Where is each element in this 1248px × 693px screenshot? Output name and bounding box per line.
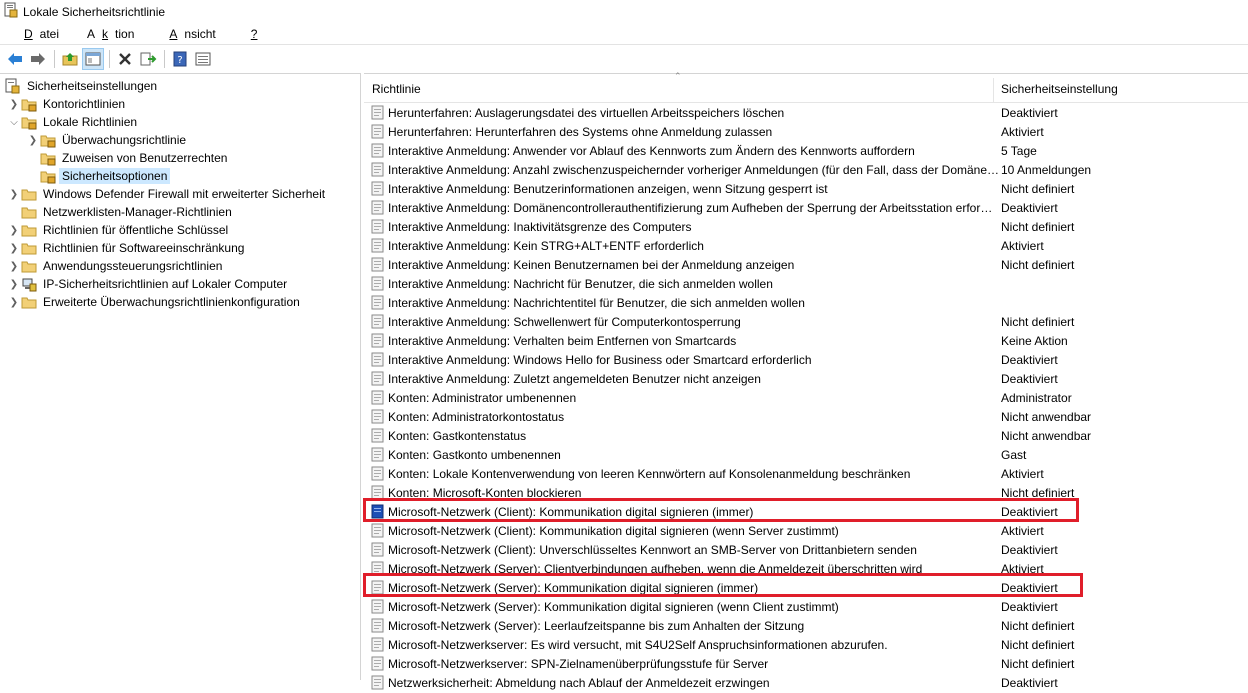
security-setting-cell: Aktiviert [1001, 125, 1044, 139]
security-setting-cell: Nicht definiert [1001, 182, 1075, 196]
table-row[interactable] [364, 217, 1248, 236]
policy-name-cell: Microsoft-Netzwerk (Server): Kommunikation digital signieren (wenn Client zustimmt) [388, 600, 839, 614]
table-row[interactable] [364, 274, 1248, 293]
folder-lock-icon [39, 167, 57, 185]
list-header [364, 71, 1248, 103]
policy-name-cell: Herunterfahren: Herunterfahren des Systems ohne Anmeldung zulassen [388, 125, 773, 139]
policy-name-cell: Microsoft-Netzwerk (Client): Unverschlüsseltes Kennwort an SMB-Server von Drittanbietern senden [388, 543, 917, 557]
policy-name-cell: Interaktive Anmeldung: Schwellenwert für Computerkontosperrung [388, 315, 741, 329]
policy-name-cell: Interaktive Anmeldung: Windows Hello for Business oder Smartcard erforderlich [388, 353, 812, 367]
policy-name-cell: Microsoft-Netzwerk (Client): Kommunikation digital signieren (immer) [388, 505, 754, 519]
policy-icon [371, 599, 385, 614]
security-setting-cell: Gast [1001, 448, 1027, 462]
chevron-right-icon[interactable]: ❯ [28, 134, 38, 146]
security-setting-cell: Deaktiviert [1001, 600, 1058, 614]
chevron-right-icon[interactable]: ❯ [9, 242, 19, 254]
policy-name-cell: Microsoft-Netzwerkserver: Es wird versucht, mit S4U2Self Anspruchsinformationen abzurufen. [388, 638, 888, 652]
policy-icon [371, 428, 385, 443]
security-setting-cell: Administrator [1001, 391, 1072, 405]
tree-item-zuweisen-benutzerrechte[interactable]: Zuweisen von Benutzerrechten [39, 149, 230, 167]
ipsec-policy-icon [20, 275, 38, 293]
security-settings-icon [4, 77, 22, 95]
policy-name-cell: Microsoft-Netzwerk (Client): Kommunikation digital signieren (wenn Server zustimmt) [388, 524, 839, 538]
chevron-right-icon[interactable]: ❯ [9, 188, 19, 200]
export-list-icon [140, 52, 156, 66]
table-row[interactable] [364, 597, 1248, 616]
security-setting-cell: Deaktiviert [1001, 372, 1058, 386]
menu-aktion[interactable]: A k tion [87, 26, 135, 41]
policy-name-cell: Microsoft-Netzwerk (Server): Clientverbindungen aufheben, wenn die Anmeldezeit überschritten wird [388, 562, 923, 576]
policy-name-cell: Konten: Gastkonto umbenennen [388, 448, 561, 462]
policy-name-cell: Konten: Gastkontenstatus [388, 429, 527, 443]
tree-item-erweiterte-ueberwachung[interactable]: ❯ Erweiterte Überwachungsrichtlinienkonfiguration [9, 295, 300, 309]
table-row[interactable] [364, 616, 1248, 635]
folder-lock-icon [39, 149, 57, 167]
menu-help[interactable]: ? [250, 26, 258, 41]
security-setting-cell: Deaktiviert [1001, 505, 1058, 519]
table-row[interactable] [364, 350, 1248, 369]
policy-icon [371, 618, 385, 633]
policy-name-cell: Interaktive Anmeldung: Benutzerinformationen anzeigen, wenn Sitzung gesperrt ist [388, 182, 828, 196]
policy-name-cell: Konten: Lokale Kontenverwendung von leeren Kennwörtern auf Konsolenanmeldung beschränken [388, 467, 911, 481]
policy-name-cell: Microsoft-Netzwerk (Server): Kommunikation digital signieren (immer) [388, 581, 759, 595]
menu-bar [0, 23, 1248, 44]
table-row[interactable] [364, 255, 1248, 274]
toolbar-separator [54, 50, 55, 68]
policy-name-cell: Netzwerksicherheit: Abmeldung nach Ablauf der Anmeldezeit erzwingen [388, 676, 770, 690]
highlight-box-server-signing [363, 573, 1083, 597]
tree-item-netzwerklisten[interactable]: Netzwerklisten-Manager-Richtlinien [8, 203, 235, 221]
policy-name-cell: Konten: Microsoft-Konten blockieren [388, 486, 582, 500]
security-setting-cell: Nicht definiert [1001, 220, 1075, 234]
table-row[interactable] [364, 369, 1248, 388]
table-row[interactable] [364, 388, 1248, 407]
navigation-tree [0, 73, 361, 680]
tree-item-windows-firewall[interactable]: ❯ Windows Defender Firewall mit erweiterter Sicherheit [9, 187, 326, 201]
security-setting-cell: Aktiviert [1001, 239, 1044, 253]
policy-icon [371, 181, 385, 196]
table-row[interactable] [364, 312, 1248, 331]
table-row[interactable] [364, 331, 1248, 350]
policy-name-cell: Konten: Administrator umbenennen [388, 391, 577, 405]
security-setting-cell: Aktiviert [1001, 467, 1044, 481]
svg-text:?: ? [177, 54, 183, 66]
table-row[interactable] [364, 464, 1248, 483]
security-setting-cell: Deaktiviert [1001, 106, 1058, 120]
tree-item-kontorichtlinien[interactable]: ❯ Kontorichtlinien [9, 97, 126, 111]
security-setting-cell: Deaktiviert [1001, 543, 1058, 557]
table-row[interactable] [364, 540, 1248, 559]
table-row[interactable] [364, 160, 1248, 179]
policy-icon [371, 637, 385, 652]
menu-datei[interactable]: D atei [24, 26, 60, 41]
chevron-right-icon[interactable]: ❯ [9, 260, 19, 272]
chevron-right-icon[interactable]: ❯ [9, 98, 19, 110]
security-setting-cell: Nicht definiert [1001, 638, 1075, 652]
properties-icon [195, 52, 211, 66]
delete-button[interactable] [114, 48, 136, 70]
folder-icon [20, 239, 38, 257]
toolbar-separator [109, 50, 110, 68]
app-icon [4, 2, 18, 21]
security-setting-cell: Deaktiviert [1001, 581, 1058, 595]
policy-icon [371, 447, 385, 462]
table-row[interactable] [364, 236, 1248, 255]
menu-ansicht[interactable]: A nsicht [169, 26, 216, 41]
security-setting-cell: Deaktiviert [1001, 201, 1058, 215]
table-row[interactable] [364, 635, 1248, 654]
policy-name-cell: Interaktive Anmeldung: Inaktivitätsgrenze des Computers [388, 220, 692, 234]
tree-item-lokale-richtlinien[interactable]: ⌵ Lokale Richtlinien [8, 113, 140, 131]
help-button[interactable] [169, 48, 191, 70]
folder-icon [20, 257, 38, 275]
folder-lock-icon [20, 113, 38, 131]
table-row[interactable] [364, 179, 1248, 198]
security-setting-cell: 10 Anmeldungen [1001, 163, 1092, 177]
table-row[interactable] [364, 521, 1248, 540]
folder-icon [20, 185, 38, 203]
toolbar [0, 44, 1248, 72]
policy-name-cell: Interaktive Anmeldung: Verhalten beim Entfernen von Smartcards [388, 334, 737, 348]
policy-icon [371, 219, 385, 234]
sort-ascending-icon: ⌃ [674, 71, 682, 81]
security-setting-cell: Nicht definiert [1001, 619, 1075, 633]
policy-name-cell: Konten: Administratorkontostatus [388, 410, 565, 424]
tree-item-softwareeinschraenkung[interactable]: ❯ Richtlinien für Softwareeinschränkung [9, 241, 245, 255]
toolbar-separator [164, 50, 165, 68]
security-setting-cell: Nicht definiert [1001, 258, 1075, 272]
policy-name-cell: Interaktive Anmeldung: Nachricht für Benutzer, die sich anmelden wollen [388, 277, 773, 291]
policy-icon [371, 675, 385, 690]
policy-icon [371, 238, 385, 253]
chevron-right-icon[interactable]: ❯ [9, 296, 19, 308]
policy-icon [371, 390, 385, 405]
delete-icon [118, 52, 132, 66]
policy-name-cell: Interaktive Anmeldung: Domänencontrollerauthentifizierung zum Aufheben der Sperrung der Arbeitsstation erfor… [388, 201, 993, 215]
security-setting-cell: Nicht definiert [1001, 315, 1075, 329]
chevron-right-icon[interactable]: ❯ [9, 278, 19, 290]
title-bar [0, 0, 1248, 23]
table-row[interactable] [364, 654, 1248, 673]
policy-name-cell: Interaktive Anmeldung: Anzahl zwischenzuspeichernder vorheriger Anmeldungen (für den Fall, dass der Domäne… [388, 163, 1000, 177]
policy-icon [371, 105, 385, 120]
security-setting-cell: Nicht definiert [1001, 486, 1075, 500]
policy-icon [371, 352, 385, 367]
security-setting-cell: Nicht anwendbar [1001, 429, 1092, 443]
chevron-right-icon[interactable]: ❯ [9, 224, 19, 236]
security-setting-cell: 5 Tage [1001, 144, 1037, 158]
tree-item-oeffentliche-schluessel[interactable]: ❯ Richtlinien für öffentliche Schlüssel [9, 223, 229, 237]
policy-name-cell: Interaktive Anmeldung: Nachrichtentitel für Benutzer, die sich anmelden wollen [388, 296, 805, 310]
properties-button[interactable] [192, 48, 214, 70]
policy-icon [371, 314, 385, 329]
window-title: Lokale Sicherheitsrichtlinie [23, 4, 166, 19]
policy-icon [371, 409, 385, 424]
tree-item-ueberwachungsrichtlinie[interactable]: ❯ Überwachungsrichtlinie [28, 133, 187, 147]
policy-name-cell: Interaktive Anmeldung: Zuletzt angemeldeten Benutzer nicht anzeigen [388, 372, 761, 386]
up-folder-icon [62, 52, 78, 66]
policy-icon [371, 371, 385, 386]
up-button[interactable] [59, 48, 81, 70]
table-row[interactable] [364, 293, 1248, 312]
table-row[interactable] [364, 122, 1248, 141]
policy-name-cell: Interaktive Anmeldung: Keinen Benutzernamen bei der Anmeldung anzeigen [388, 258, 795, 272]
table-row[interactable] [364, 198, 1248, 217]
chevron-down-icon[interactable]: ⌵ [10, 116, 18, 128]
folder-icon [20, 203, 38, 221]
table-row[interactable] [364, 407, 1248, 426]
tree-item-ip-sicherheit[interactable]: ❯ IP-Sicherheitsrichtlinien auf Lokaler Computer [9, 277, 288, 291]
show-hide-tree-button[interactable] [82, 48, 104, 70]
policy-icon [371, 333, 385, 348]
policy-icon [371, 200, 385, 215]
folder-lock-icon [20, 95, 38, 113]
column-header-richtlinie[interactable]: Richtlinie [372, 82, 421, 96]
security-setting-cell: Keine Aktion [1001, 334, 1068, 348]
policy-icon [371, 162, 385, 177]
policy-name-cell: Microsoft-Netzwerkserver: SPN-Zielnamenüberprüfungsstufe für Server [388, 657, 769, 671]
export-list-button[interactable] [137, 48, 159, 70]
forward-arrow-icon [30, 52, 46, 66]
security-setting-cell: Nicht anwendbar [1001, 410, 1092, 424]
security-setting-cell: Nicht definiert [1001, 657, 1075, 671]
column-header-sicherheitseinstellung[interactable]: Sicherheitseinstellung [1001, 82, 1118, 96]
table-row[interactable] [364, 426, 1248, 445]
folder-icon [20, 221, 38, 239]
table-row[interactable] [364, 445, 1248, 464]
tree-item-root[interactable]: Sicherheitseinstellungen [4, 77, 160, 95]
policy-icon [371, 257, 385, 272]
policy-name-cell: Microsoft-Netzwerk (Server): Leerlaufzeitspanne bis zum Anhalten der Sitzung [388, 619, 805, 633]
help-icon [173, 51, 187, 67]
policy-icon [371, 276, 385, 291]
policy-icon [371, 143, 385, 158]
policy-icon [371, 124, 385, 139]
policy-icon [371, 295, 385, 310]
policy-icon [371, 523, 385, 538]
policy-name-cell: Interaktive Anmeldung: Anwender vor Ablauf des Kennworts zum Ändern des Kennworts auffordern [388, 144, 915, 158]
tree-item-anwendungssteuerung[interactable]: ❯ Anwendungssteuerungsrichtlinien [9, 259, 223, 273]
policy-name-cell: Interaktive Anmeldung: Kein STRG+ALT+ENTF erforderlich [388, 239, 704, 253]
forward-button[interactable] [27, 48, 49, 70]
security-setting-cell: Deaktiviert [1001, 353, 1058, 367]
security-setting-cell: Aktiviert [1001, 524, 1044, 538]
policy-icon [371, 656, 385, 671]
back-arrow-icon [7, 52, 23, 66]
folder-icon [20, 293, 38, 311]
policy-name-cell: Herunterfahren: Auslagerungsdatei des virtuellen Arbeitsspeichers löschen [388, 106, 785, 120]
table-row[interactable] [364, 673, 1248, 692]
column-splitter[interactable] [993, 78, 994, 102]
show-hide-tree-icon [85, 52, 101, 66]
policy-icon [371, 466, 385, 481]
security-setting-cell: Deaktiviert [1001, 676, 1058, 690]
highlight-box-client-signing [363, 498, 1079, 522]
security-setting-cell: Aktiviert [1001, 562, 1044, 576]
table-row[interactable] [364, 103, 1248, 122]
folder-lock-icon [39, 131, 57, 149]
tree-item-sicherheitsoptionen[interactable]: Sicherheitsoptionen [39, 167, 170, 185]
back-button[interactable] [4, 48, 26, 70]
policy-icon [371, 542, 385, 557]
table-row[interactable] [364, 141, 1248, 160]
